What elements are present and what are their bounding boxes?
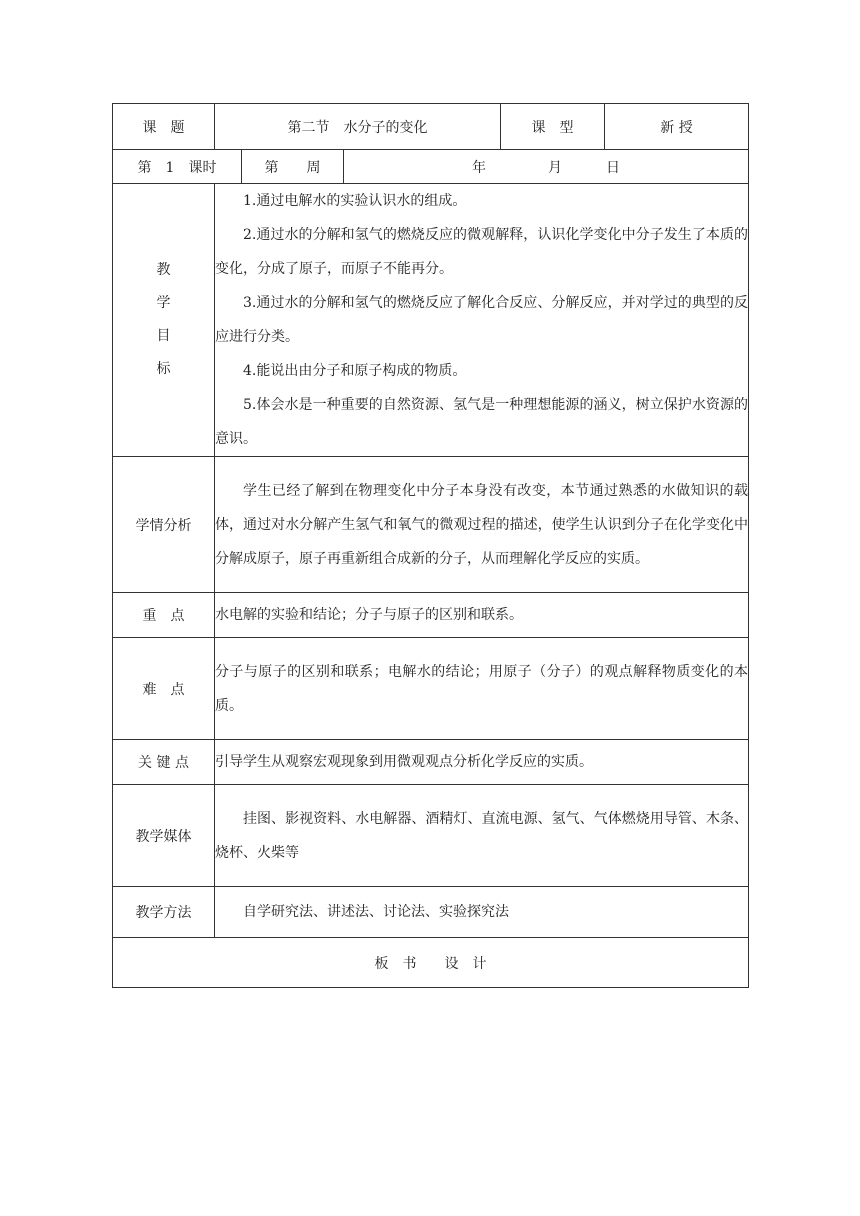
difficulties-content (215, 638, 749, 740)
objective-item: 1.通过电解水的实验认识水的组成。 (243, 193, 467, 209)
objective-item: 3.通过水的分解和氢气的燃烧反应了解化合反应、分解反应，并对学过的典型的反应进行分类。 (215, 295, 748, 345)
analysis-content (215, 457, 749, 593)
lesson-plan-table (112, 103, 749, 988)
topic-value: 第二节 水分子的变化 (215, 104, 501, 150)
difficulties-text: 分子与原子的区别和联系；电解水的结论；用原子（分子）的观点解释物质变化的本质。 (215, 663, 748, 714)
media-content (215, 785, 749, 887)
type-value: 新 授 (605, 104, 749, 150)
day-label: 日 (606, 159, 620, 176)
objectives-label-char: 标 (156, 361, 171, 377)
methods-content (215, 887, 749, 938)
date-cell (344, 150, 749, 184)
lesson-number-cell: 第 1 课时 (113, 150, 242, 184)
objective-item: 2.通过水的分解和氢气的燃烧反应的微观解释，认识化学变化中分子发生了本质的变化，分成了原子，而原子不能再分。 (215, 227, 748, 277)
methods-label: 教学方法 (113, 887, 215, 938)
difficulties-label: 难 点 (113, 638, 215, 740)
critical-point-label: 关 键 点 (113, 740, 215, 785)
objectives-label-char: 目 (156, 328, 171, 344)
topic-row (113, 104, 749, 150)
critical-point-row (113, 740, 749, 785)
board-design-label: 板 书 设 计 (113, 938, 749, 988)
objectives-label (113, 184, 215, 457)
objectives-content (215, 184, 749, 457)
analysis-text: 学生已经了解到在物理变化中分子本身没有改变，本节通过熟悉的水做知识的载体，通过对水分解产生氢气和氧气的微观过程的描述，使学生认识到分子在化学变化中分解成原子，原子再重新组合成新的分子，从而理解化学反应的实质。 (215, 482, 748, 567)
methods-row (113, 887, 749, 938)
key-points-row (113, 593, 749, 638)
board-design-row (113, 938, 749, 988)
objectives-label-char: 学 (156, 295, 171, 311)
month-label: 月 (548, 159, 562, 176)
critical-point-text: 引导学生从观察宏观现象到用微观观点分析化学反应的实质。 (215, 754, 593, 770)
period-row (113, 150, 749, 184)
media-label: 教学媒体 (113, 785, 215, 887)
objective-item: 5.体会水是一种重要的自然资源、氢气是一种理想能源的涵义，树立保护水资源的意识。 (215, 397, 748, 447)
media-row (113, 785, 749, 887)
objectives-row (113, 184, 749, 457)
objectives-label-char: 教 (156, 262, 171, 278)
analysis-label: 学情分析 (113, 457, 215, 593)
key-points-label: 重 点 (113, 593, 215, 638)
methods-text: 自学研究法、讲述法、讨论法、实验探究法 (243, 904, 509, 920)
critical-point-content (215, 740, 749, 785)
media-text: 挂图、影视资料、水电解器、酒精灯、直流电源、氢气、气体燃烧用导管、木条、烧杯、火柴等 (215, 810, 748, 861)
analysis-row (113, 457, 749, 593)
year-label: 年 (472, 159, 486, 176)
key-points-text: 水电解的实验和结论；分子与原子的区别和联系。 (215, 607, 523, 623)
difficulties-row (113, 638, 749, 740)
topic-label: 课 题 (113, 104, 215, 150)
type-label: 课 型 (501, 104, 605, 150)
objective-item: 4.能说出由分子和原子构成的物质。 (243, 363, 467, 379)
week-cell: 第 周 (242, 150, 344, 184)
key-points-content (215, 593, 749, 638)
